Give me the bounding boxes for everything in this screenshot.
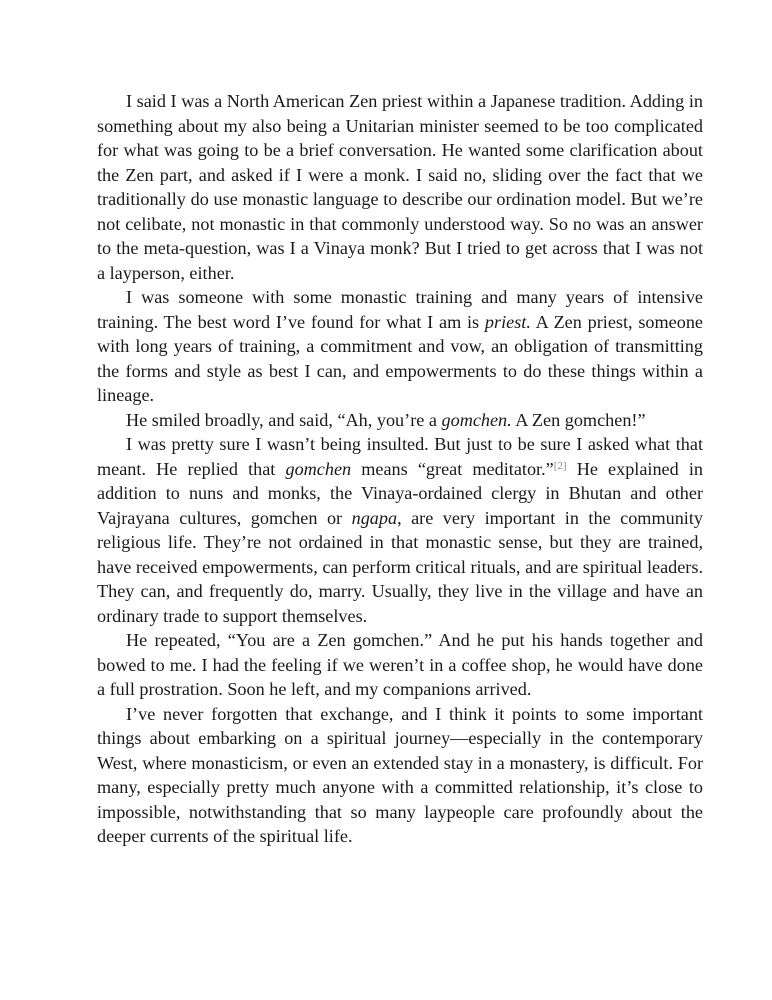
paragraph (97, 408, 703, 433)
emphasis-text: ngapa (351, 507, 398, 528)
page-body (97, 89, 703, 849)
paragraph (97, 89, 703, 285)
paragraph-text: means “great meditator.” (351, 458, 554, 479)
emphasis-text: priest. (484, 311, 531, 332)
emphasis-text: gomchen (285, 458, 352, 479)
paragraph-text: , are very important in the community religious life. They’re not ordained in that monastic sense, but they are trained, have received empowerments, can perform critical rituals, and are spiritual leaders. They can, and frequently do, marry. Usually, they live in the village and have an ordinary trade to support themselves. (97, 507, 703, 626)
paragraph-text: I was pretty sure I wasn’t being insulted. But just to be sure I asked what that meant. He replied that (97, 434, 703, 479)
paragraph (97, 628, 703, 702)
footnote-reference-link[interactable]: [2] (553, 459, 567, 472)
paragraph-text: I’ve never forgotten that exchange, and I think it points to some important things about embarking on a spiritual journey—especially in the contemporary West, where monasticism, or even an extended stay in a monastery, is difficult. For many, especially pretty much anyone with a committed relationship, it’s close to impossible, notwithstanding that so many laypeople care profoundly about the deeper currents of the spiritual life. (97, 703, 703, 846)
paragraph (97, 702, 703, 849)
paragraph-text: He smiled broadly, and said, “Ah, you’re a (126, 409, 442, 430)
paragraph (97, 432, 703, 628)
paragraph-text: A Zen priest, someone with long years of training, a commitment and vow, an obligation of transmitting the forms and style as best I can, and empowerments to do these things within a lineage. (97, 311, 704, 405)
paragraph-text: I said I was a North American Zen priest within a Japanese tradition. Adding in something about my also being a Unitarian minister seemed to be too complicated for what was going to be a brief conversation. He wanted some clarification about the Zen part, and asked if I were a monk. I said no, sliding over the fact that we traditionally do use monastic language to describe our ordination model. But we’re not celibate, not monastic in that commonly understood way. So no was an answer to the meta-question, was I a Vinaya monk? But I tried to get across that I was not a layperson, either. (97, 91, 703, 283)
paragraph (97, 285, 703, 408)
paragraph-text: He explained in addition to nuns and monks, the Vinaya-ordained clergy in Bhutan and other Vajrayana cultures, gomchen or (97, 458, 703, 528)
paragraph-text: He repeated, “You are a Zen gomchen.” And he put his hands together and bowed to me. I had the feeling if we weren’t in a coffee shop, he would have done a full prostration. Soon he left, and my companions arrived. (97, 630, 703, 699)
paragraph-text: I was someone with some monastic training and many years of intensive training. The best word I’ve found for what I am is (97, 287, 703, 332)
emphasis-text: gomchen. (441, 409, 512, 430)
paragraph-text: A Zen gomchen!” (511, 409, 646, 430)
